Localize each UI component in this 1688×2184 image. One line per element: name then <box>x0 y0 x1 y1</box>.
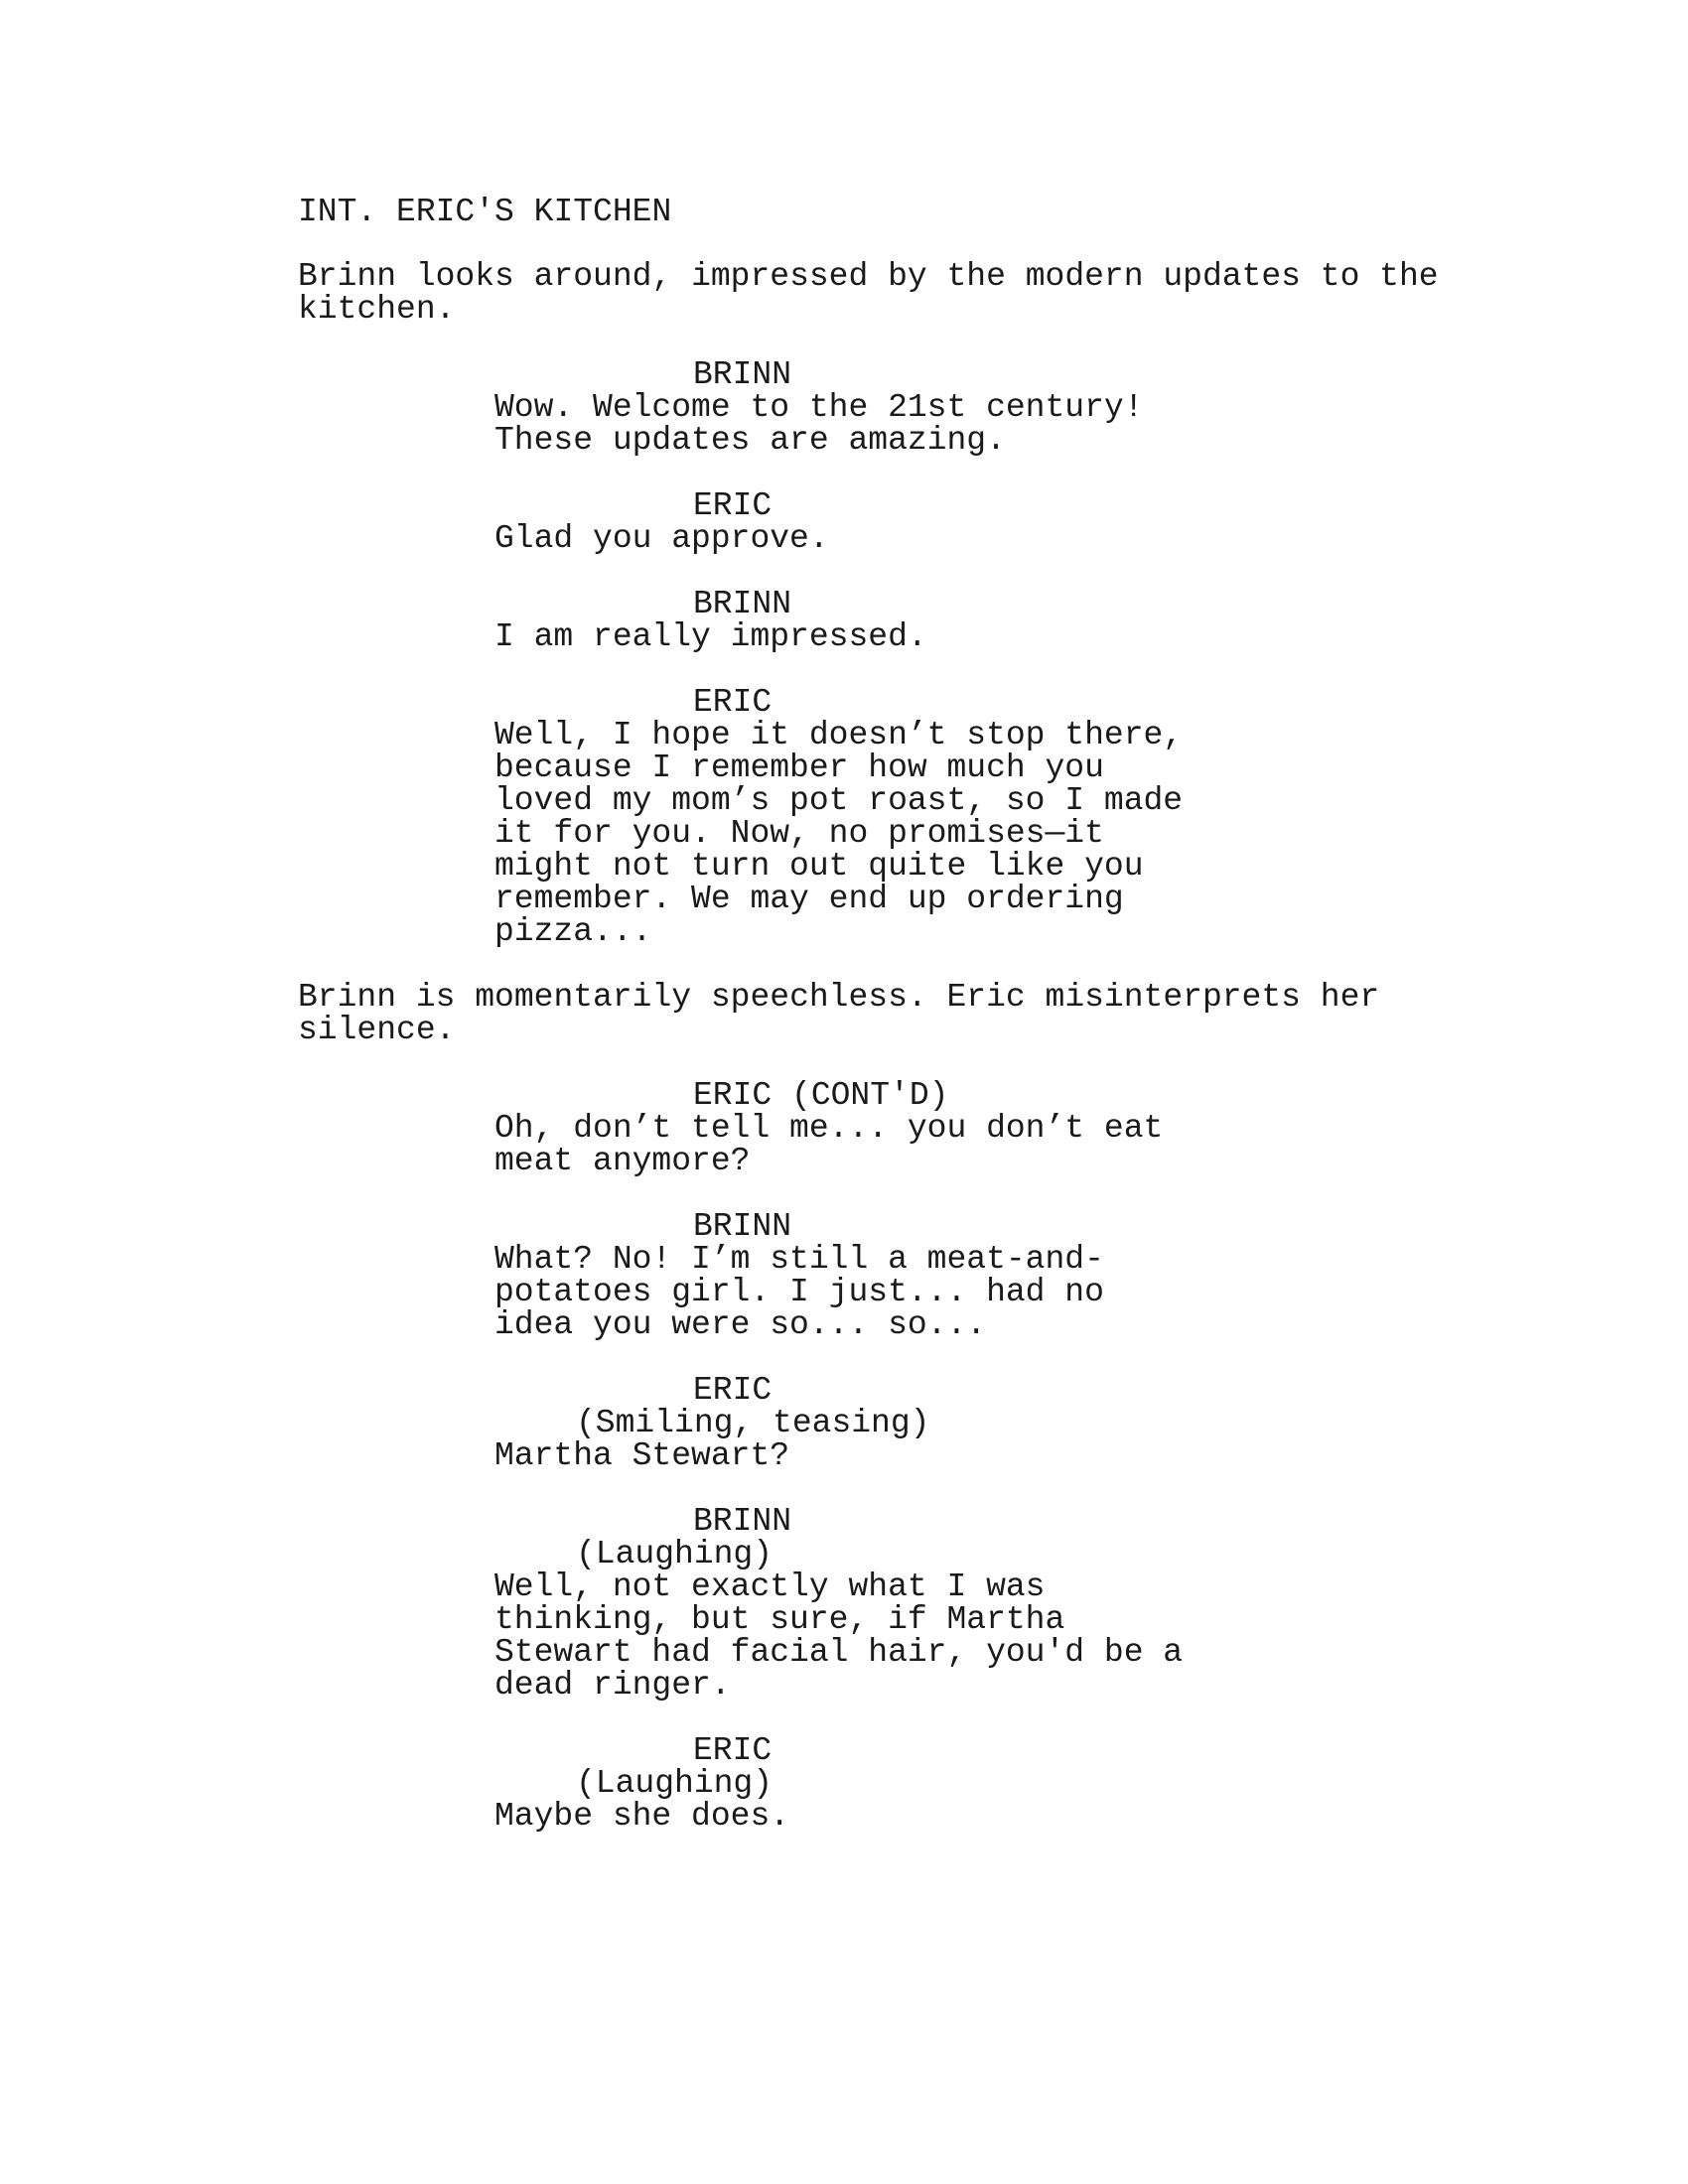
action-line: Brinn is momentarily speechless. Eric misinterprets her <box>298 979 1380 1016</box>
character-cue: BRINN <box>693 356 792 393</box>
dialogue-line: remember. We may end up ordering <box>494 881 1124 917</box>
dialogue-line: idea you were so... so... <box>494 1306 987 1343</box>
character-cue: BRINN <box>693 586 792 622</box>
dialogue-line: potatoes girl. I just... had no <box>494 1274 1104 1310</box>
character-cue: BRINN <box>693 1208 792 1245</box>
dialogue-line: dead ringer. <box>494 1667 731 1704</box>
dialogue-line: Martha Stewart? <box>494 1437 790 1474</box>
action-line: silence. <box>298 1012 456 1048</box>
dialogue-line: What? No! I’m still a meat-and- <box>494 1241 1104 1278</box>
parenthetical: (Laughing) <box>576 1536 774 1572</box>
scene-heading: INT. ERIC'S KITCHEN <box>298 194 672 230</box>
dialogue-line: meat anymore? <box>494 1143 751 1179</box>
dialogue-line: because I remember how much you <box>494 750 1104 786</box>
parenthetical: (Laughing) <box>576 1765 774 1802</box>
dialogue-line: These updates are amazing. <box>494 422 1006 459</box>
dialogue-line: Maybe she does. <box>494 1798 790 1835</box>
character-cue: ERIC <box>693 1372 773 1409</box>
dialogue-line: Well, I hope it doesn’t stop there, <box>494 717 1184 753</box>
dialogue-line: pizza... <box>494 913 652 950</box>
dialogue-line: might not turn out quite like you <box>494 848 1144 885</box>
dialogue-line: it for you. Now, no promises—it <box>494 815 1104 852</box>
character-cue: ERIC (CONT'D) <box>693 1077 949 1114</box>
dialogue-line: I am really impressed. <box>494 618 927 655</box>
dialogue-line: Glad you approve. <box>494 520 829 557</box>
action-line: kitchen. <box>298 291 456 328</box>
dialogue-line: Wow. Welcome to the 21st century! <box>494 389 1144 426</box>
character-cue: ERIC <box>693 684 773 721</box>
dialogue-line: Stewart had facial hair, you'd be a <box>494 1634 1184 1671</box>
parenthetical: (Smiling, teasing) <box>576 1405 930 1441</box>
character-cue: BRINN <box>693 1503 792 1540</box>
character-cue: ERIC <box>693 1732 773 1769</box>
dialogue-line: loved my mom’s pot roast, so I made <box>494 782 1184 819</box>
dialogue-line: thinking, but sure, if Martha <box>494 1601 1065 1638</box>
dialogue-line: Oh, don’t tell me... you don’t eat <box>494 1110 1164 1147</box>
action-line: Brinn looks around, impressed by the modern updates to the <box>298 258 1439 295</box>
character-cue: ERIC <box>693 487 773 524</box>
dialogue-line: Well, not exactly what I was <box>494 1569 1046 1605</box>
